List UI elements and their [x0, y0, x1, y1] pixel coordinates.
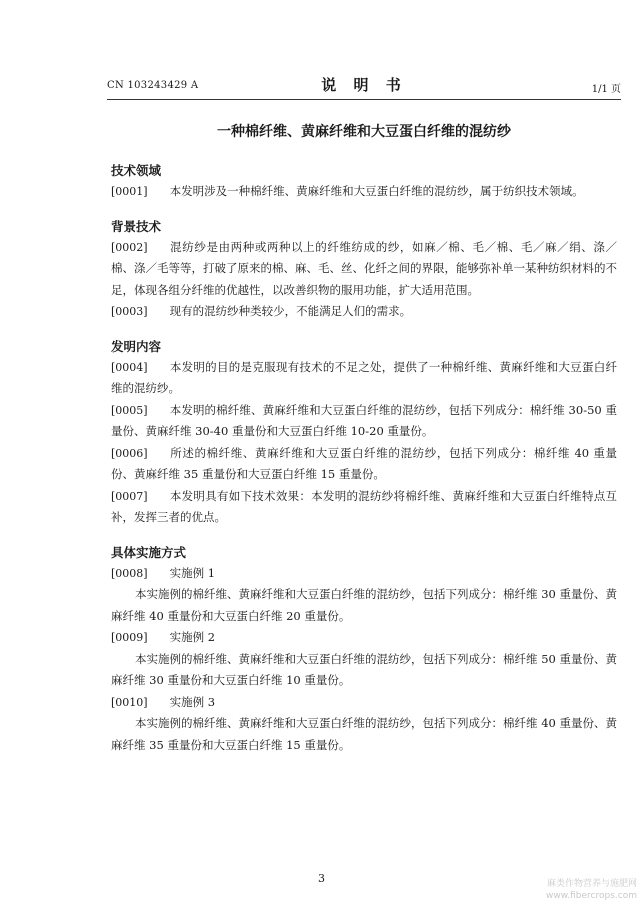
paragraph-number: [0001] — [111, 185, 148, 198]
paragraph-text: 本发明的目的是克服现有技术的不足之处，提供了一种棉纤维、黄麻纤维和大豆蛋白纤维的混纺纱。 — [111, 359, 617, 395]
header-rule — [107, 99, 621, 100]
paragraph-text: 所述的棉纤维、黄麻纤维和大豆蛋白纤维的混纺纱，包括下列成分：棉纤维 40 重量份、黄麻纤维 35 重量份和大豆蛋白纤维 15 重量份。 — [111, 445, 617, 481]
paragraph-number: [0010] — [111, 695, 148, 709]
embodiment-label: 实施例 2 — [169, 630, 216, 644]
section-background — [111, 217, 617, 323]
document-body — [111, 161, 617, 770]
embodiment-text: 本实施例的棉纤维、黄麻纤维和大豆蛋白纤维的混纺纱，包括下列成分：棉纤维 40 重量份、黄麻纤维 35 重量份和大豆蛋白纤维 15 重量份。 — [111, 716, 617, 752]
paragraph-0007 — [111, 486, 617, 529]
watermark — [546, 878, 637, 902]
paragraph-number: [0007] — [111, 489, 148, 503]
section-heading: 技术领域 — [111, 163, 162, 178]
section-heading: 背景技术 — [111, 218, 162, 234]
paragraph-number: [0008] — [111, 566, 148, 580]
section-heading: 发明内容 — [111, 338, 162, 354]
embodiment-label: 实施例 1 — [169, 565, 216, 580]
watermark-site-name: 麻类作物营养与施肥网 — [546, 879, 637, 889]
section-heading: 具体实施方式 — [111, 544, 187, 560]
paragraph-0002 — [111, 237, 617, 302]
paragraph-number: [0009] — [111, 631, 148, 644]
paragraph-text: 本发明具有如下技术效果：本发明的混纺纱将棉纤维、黄麻纤维和大豆蛋白纤维特点互补，发挥三者的优点。 — [111, 488, 617, 524]
embodiment-label: 实施例 3 — [169, 694, 216, 709]
paragraph-number: [0006] — [111, 446, 148, 460]
paragraph-text: 现有的混纺纱种类较少，不能满足人们的需求。 — [169, 304, 412, 318]
document-type: 说 明 书 — [321, 76, 407, 94]
paragraph-0004 — [111, 357, 617, 400]
paragraph-0001 — [111, 181, 617, 203]
paragraph-text: 混纺纱是由两种或两种以上的纤维纺成的纱，如麻／棉、毛／棉、毛／麻／绢、涤／棉、涤／毛等等，打破了原来的棉、麻、毛、丝、化纤之间的界限，能够弥补单一某种纺织材料的不足，体现各组分纤维的优越性，以改善织物的服用功能，扩大适用范围。 — [111, 239, 617, 297]
paragraph-text: 本发明的棉纤维、黄麻纤维和大豆蛋白纤维的混纺纱，包括下列成分：棉纤维 30-50 重量份、黄麻纤维 30-40 重量份和大豆蛋白纤维 10-20 重量份。 — [111, 402, 617, 438]
paragraph-text: 本发明涉及一种棉纤维、黄麻纤维和大豆蛋白纤维的混纺纱，属于纺织技术领域。 — [169, 184, 584, 198]
paragraph-number: [0004] — [111, 360, 148, 374]
paragraph-number: [0002] — [111, 240, 148, 254]
page-header — [107, 74, 621, 98]
publication-number: CN 103243429 A — [107, 80, 199, 91]
embodiment-text: 本实施例的棉纤维、黄麻纤维和大豆蛋白纤维的混纺纱，包括下列成分：棉纤维 30 重量份、黄麻纤维 40 重量份和大豆蛋白纤维 20 重量份。 — [111, 587, 617, 623]
paragraph-0003 — [111, 301, 617, 323]
section-embodiments — [111, 543, 617, 757]
embodiment-text: 本实施例的棉纤维、黄麻纤维和大豆蛋白纤维的混纺纱，包括下列成分：棉纤维 50 重量份、黄麻纤维 30 重量份和大豆蛋白纤维 10 重量份。 — [111, 651, 617, 687]
paragraph-0005 — [111, 400, 617, 443]
paragraph-0006 — [111, 443, 617, 486]
document-title: 一种棉纤维、黄麻纤维和大豆蛋白纤维的混纺纱 — [217, 124, 511, 140]
page-number: 3 — [318, 872, 325, 885]
watermark-url: www.fibercrops.com — [546, 891, 637, 901]
paragraph-number: [0005] — [111, 403, 148, 417]
section-summary — [111, 337, 617, 529]
paragraph-0009 — [111, 627, 617, 649]
paragraph-0008 — [111, 563, 617, 585]
page-info: 1/1 页 — [591, 84, 621, 95]
paragraph-number: [0003] — [111, 305, 148, 318]
section-tech-field — [111, 161, 617, 203]
paragraph-0010 — [111, 692, 617, 714]
